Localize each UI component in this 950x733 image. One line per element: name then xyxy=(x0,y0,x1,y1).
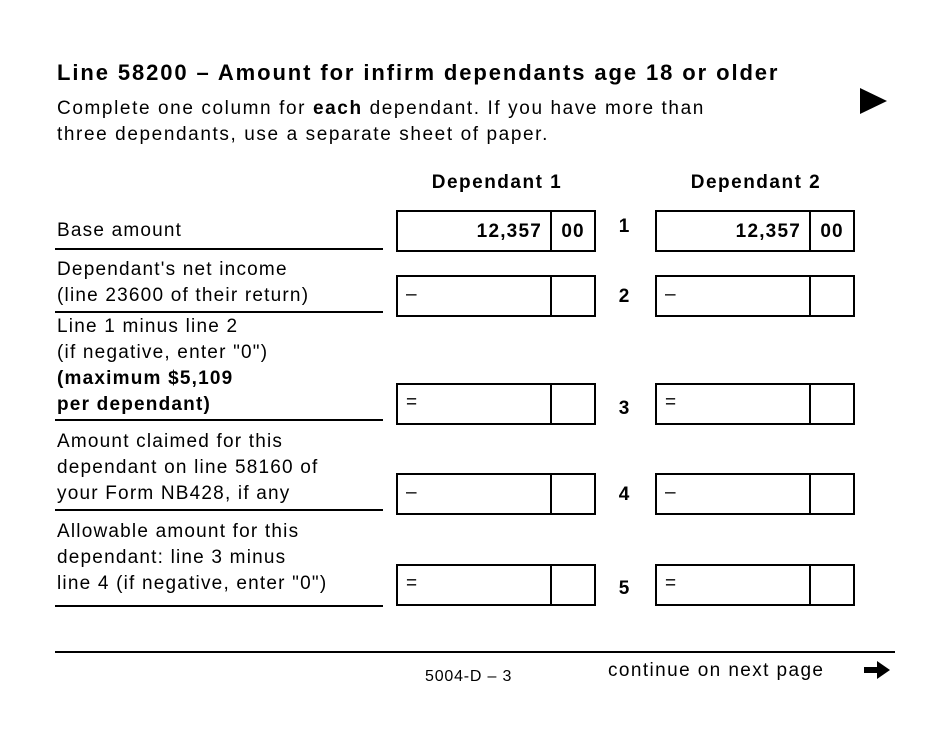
line-3-dependant-2-sign: = xyxy=(665,392,677,413)
line-4-label-line-2: dependant on line 58160 of xyxy=(57,457,319,478)
line-3-dependant-2-cents[interactable] xyxy=(809,385,853,423)
form-code: 5004-D – 3 xyxy=(425,668,513,685)
line-2-rule xyxy=(55,311,383,313)
line-4-dependant-2-field[interactable] xyxy=(655,473,855,515)
line-5-label-line-1: Allowable amount for this xyxy=(57,521,300,542)
line-1-label-text: Base amount xyxy=(57,220,183,241)
line-3-label xyxy=(57,314,385,418)
line-3-dependant-2-field[interactable] xyxy=(655,383,855,425)
line-number-3: 3 xyxy=(618,398,630,419)
line-4-dependant-1-field[interactable] xyxy=(396,473,596,515)
line-5-dependant-1-field[interactable] xyxy=(396,564,596,606)
line-2-label-line-2: (line 23600 of their return) xyxy=(57,285,310,306)
line-4-dependant-1-sign: – xyxy=(406,482,417,503)
line-3-dependant-1-cents[interactable] xyxy=(550,385,594,423)
line-3-dependant-1-sign: = xyxy=(406,392,418,413)
column-header-dependant-2: Dependant 2 xyxy=(690,172,822,193)
line-3-label-line-2: (if negative, enter "0") xyxy=(57,342,269,363)
line-1-dependant-1-cents[interactable]: 00 xyxy=(550,212,594,250)
line-5-dependant-1-sign: = xyxy=(406,573,418,594)
line-2-dependant-2-cents[interactable] xyxy=(809,277,853,315)
line-1-rule xyxy=(55,248,383,250)
line-5-label xyxy=(57,519,385,597)
line-4-dependant-1-cents[interactable] xyxy=(550,475,594,513)
line-1-dependant-2-cents[interactable]: 00 xyxy=(809,212,853,250)
line-5-label-line-2: dependant: line 3 minus xyxy=(57,547,287,568)
line-5-dependant-2-sign: = xyxy=(665,573,677,594)
instructions-line-2: three dependants, use a separate sheet of paper. xyxy=(57,124,549,145)
line-4-dependant-2-sign: – xyxy=(665,482,676,503)
line-1-label xyxy=(57,218,385,244)
line-1-dependant-1-field[interactable] xyxy=(396,210,596,252)
line-2-dependant-2-field[interactable] xyxy=(655,275,855,317)
instructions xyxy=(57,96,705,148)
line-5-rule xyxy=(55,605,383,607)
column-header-dependant-1: Dependant 1 xyxy=(431,172,563,193)
line-4-label-line-3: your Form NB428, if any xyxy=(57,483,291,504)
line-2-label-line-1: Dependant's net income xyxy=(57,259,288,280)
line-1-dependant-1-dollars: 12,357 xyxy=(476,221,542,242)
line-1-dependant-2-dollars: 12,357 xyxy=(735,221,801,242)
line-number-5: 5 xyxy=(618,578,630,599)
line-4-label xyxy=(57,429,385,507)
continue-text: continue on next page xyxy=(608,660,825,681)
instructions-line-1 xyxy=(57,96,705,122)
instructions-emphasis: each xyxy=(312,98,363,119)
instructions-suffix: dependant. If you have more than xyxy=(362,98,705,119)
line-4-rule xyxy=(55,509,383,511)
footer-rule xyxy=(55,651,895,653)
line-5-dependant-2-cents[interactable] xyxy=(809,566,853,604)
line-1-dependant-2-field[interactable] xyxy=(655,210,855,252)
instructions-prefix: Complete one column for xyxy=(57,98,313,119)
line-2-dependant-1-sign: – xyxy=(406,284,417,305)
line-5-label-line-3: line 4 (if negative, enter "0") xyxy=(57,573,328,594)
line-3-dependant-1-field[interactable] xyxy=(396,383,596,425)
line-3-label-maximum: (maximum $5,109 xyxy=(57,368,234,389)
arrow-right-icon xyxy=(862,659,892,681)
line-2-dependant-1-cents[interactable] xyxy=(550,277,594,315)
line-number-1: 1 xyxy=(618,216,630,237)
line-4-dependant-2-cents[interactable] xyxy=(809,475,853,513)
line-5-dependant-1-cents[interactable] xyxy=(550,566,594,604)
line-2-dependant-1-field[interactable] xyxy=(396,275,596,317)
section-title: Line 58200 – Amount for infirm dependants age 18 or older xyxy=(57,60,780,85)
line-3-label-line-1: Line 1 minus line 2 xyxy=(57,316,239,337)
line-5-dependant-2-field[interactable] xyxy=(655,564,855,606)
triangle-right-icon xyxy=(860,88,887,114)
line-2-label xyxy=(57,257,385,309)
line-2-dependant-2-sign: – xyxy=(665,284,676,305)
line-4-label-line-1: Amount claimed for this xyxy=(57,431,284,452)
line-number-2: 2 xyxy=(618,286,630,307)
line-3-label-per-dependant: per dependant) xyxy=(57,394,212,415)
line-3-rule xyxy=(55,419,383,421)
line-number-4: 4 xyxy=(618,484,630,505)
